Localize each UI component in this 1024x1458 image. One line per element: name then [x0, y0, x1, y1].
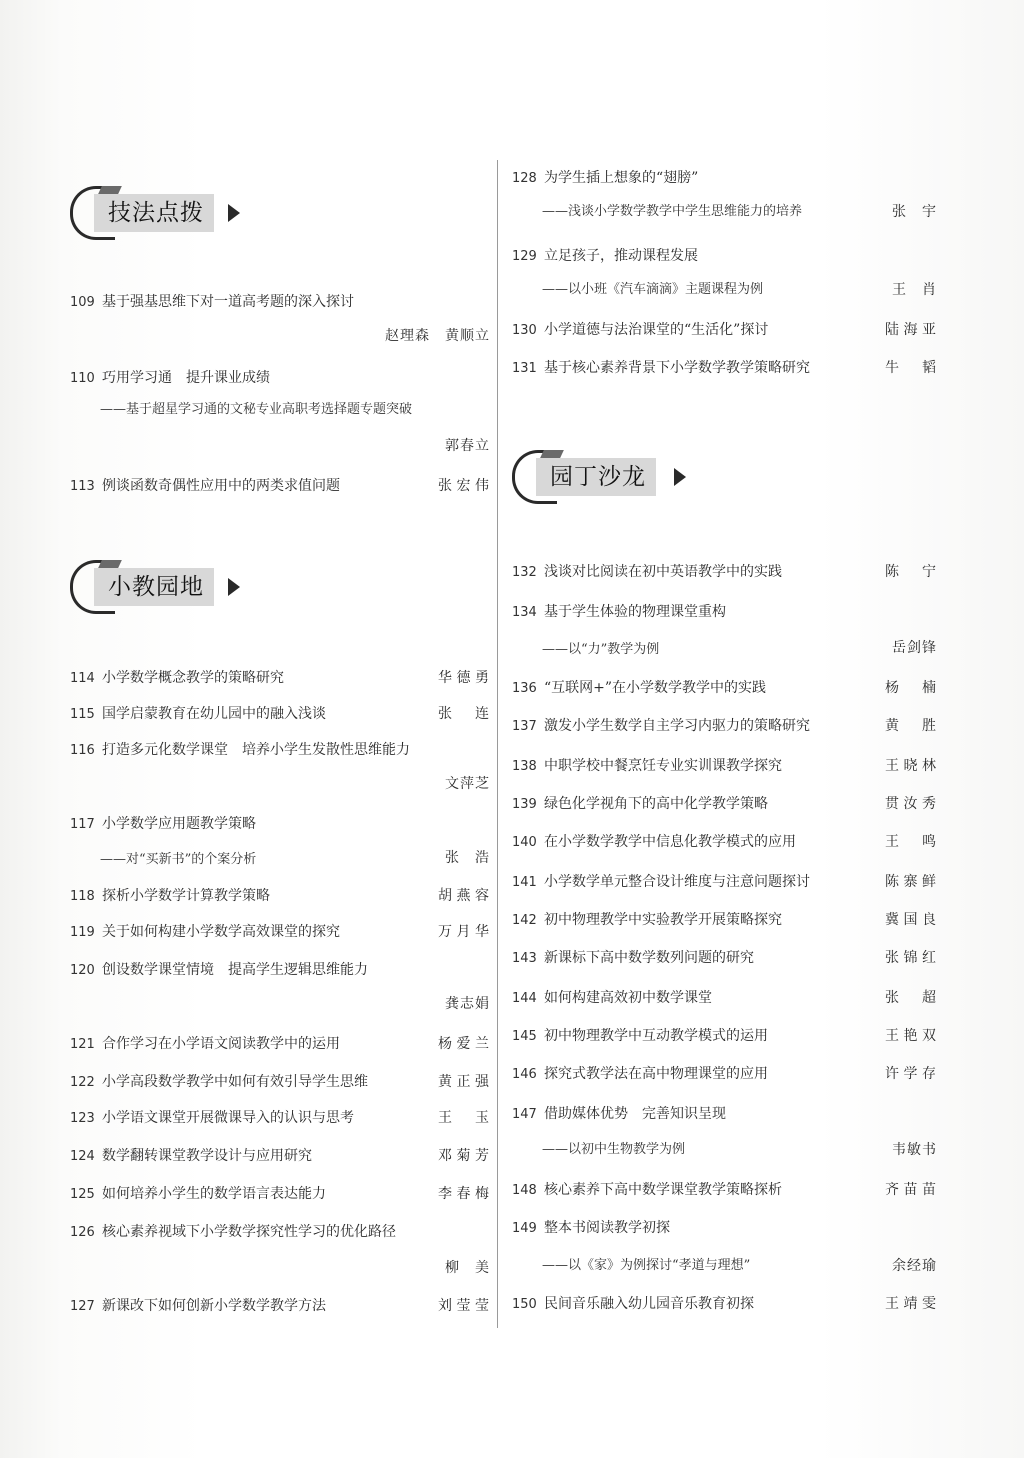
page-number: 131 — [512, 361, 537, 376]
article-title: 小学道德与法治课堂的“生活化”探讨 — [544, 322, 769, 338]
left-column — [70, 0, 490, 1458]
toc-entry[interactable] — [70, 1296, 490, 1316]
article-subtitle: ——以小班《汽车滴滴》主题课程为例 — [542, 282, 764, 297]
article-author: 岳剑锋 — [892, 640, 937, 656]
article-subtitle: ——浅谈小学数学教学中学生思维能力的培养 — [542, 204, 803, 219]
toc-entry[interactable] — [512, 168, 937, 188]
section-header-yuanding — [512, 444, 937, 508]
article-title: 在小学数学教学中信息化教学模式的应用 — [544, 834, 796, 850]
article-author: 刘莹莹 — [438, 1298, 490, 1314]
toc-entry[interactable] — [512, 832, 937, 852]
article-author: 韦敏书 — [892, 1142, 937, 1158]
article-title: 例谈函数奇偶性应用中的两类求值问题 — [102, 478, 340, 494]
section-header-xiaojiao — [70, 554, 490, 618]
toc-entry[interactable] — [70, 668, 490, 688]
page-number: 143 — [512, 951, 537, 966]
article-author: 许学存 — [885, 1066, 937, 1082]
page-number: 141 — [512, 875, 537, 890]
page-number: 114 — [70, 671, 95, 686]
toc-entry[interactable] — [512, 602, 937, 622]
page-number: 120 — [70, 963, 95, 978]
article-author: 张 超 — [885, 990, 937, 1006]
article-author: 王靖雯 — [885, 1296, 937, 1312]
page-number: 116 — [70, 743, 95, 758]
article-author: 杨 楠 — [885, 680, 937, 696]
toc-entry[interactable] — [70, 1146, 490, 1166]
article-author: 张宏伟 — [438, 478, 490, 494]
page-number: 128 — [512, 171, 537, 186]
article-author: 齐苗苗 — [885, 1182, 937, 1198]
right-column — [512, 0, 937, 1458]
article-author: 胡燕容 — [438, 888, 490, 904]
article-subtitle: ——以“力”教学为例 — [542, 642, 660, 657]
toc-entry[interactable] — [70, 368, 490, 388]
toc-entry[interactable] — [70, 960, 490, 980]
toc-entry[interactable] — [70, 292, 490, 312]
article-title: 打造多元化数学课堂 培养小学生发散性思维能力 — [102, 742, 410, 758]
toc-entry[interactable] — [512, 1294, 937, 1314]
toc-entry[interactable] — [512, 988, 937, 1008]
article-title: 浅谈对比阅读在初中英语教学中的实践 — [544, 564, 782, 580]
page-number: 134 — [512, 605, 537, 620]
article-author: 牛 韬 — [885, 360, 937, 376]
toc-entry[interactable] — [512, 756, 937, 776]
toc-entry[interactable] — [512, 872, 937, 892]
page-number: 117 — [70, 817, 95, 832]
toc-entry[interactable] — [512, 1218, 937, 1238]
toc-entry[interactable] — [70, 1222, 490, 1242]
toc-entry[interactable] — [512, 320, 937, 340]
page-number: 139 — [512, 797, 537, 812]
page-number: 132 — [512, 565, 537, 580]
page-number: 110 — [70, 371, 95, 386]
article-author: 张 宇 — [892, 204, 937, 220]
toc-entry[interactable] — [70, 922, 490, 942]
article-author: 陈 宁 — [885, 564, 937, 580]
article-title: 初中物理教学中互动教学模式的运用 — [544, 1028, 768, 1044]
article-author: 陈寨鲜 — [885, 874, 937, 890]
page-number: 147 — [512, 1107, 537, 1122]
toc-entry[interactable] — [70, 704, 490, 724]
page-number: 118 — [70, 889, 95, 904]
article-author: 赵理森 黄顺立 — [385, 328, 490, 344]
page-number: 149 — [512, 1221, 537, 1236]
article-title: 探析小学数学计算教学策略 — [102, 888, 270, 904]
article-author: 万月华 — [438, 924, 490, 940]
article-title: 借助媒体优势 完善知识呈现 — [544, 1106, 726, 1122]
article-author: 杨爱兰 — [438, 1036, 490, 1052]
toc-entry[interactable] — [512, 1180, 937, 1200]
page-number: 123 — [70, 1111, 95, 1126]
toc-entry[interactable] — [512, 678, 937, 698]
article-title: “互联网+”在小学数学教学中的实践 — [544, 680, 767, 696]
article-author: 邓菊芳 — [438, 1148, 490, 1164]
toc-entry[interactable] — [70, 1108, 490, 1128]
article-title: 小学高段数学教学中如何有效引导学生思维 — [102, 1074, 368, 1090]
article-title: 如何构建高效初中数学课堂 — [544, 990, 712, 1006]
article-author: 张 浩 — [445, 850, 490, 866]
section-title: 技法点拨 — [94, 194, 214, 232]
article-title: 新课标下高中数学数列问题的研究 — [544, 950, 754, 966]
toc-entry[interactable] — [512, 358, 937, 378]
section-title: 园丁沙龙 — [536, 458, 656, 496]
page-number: 137 — [512, 719, 537, 734]
article-author: 华德勇 — [438, 670, 490, 686]
page-number: 140 — [512, 835, 537, 850]
page-number: 115 — [70, 707, 95, 722]
article-title: 整本书阅读教学初探 — [544, 1220, 670, 1236]
article-subtitle: ——基于超星学习通的文秘专业高职考选择题专题突破 — [100, 402, 413, 417]
article-title: 小学数学概念教学的策略研究 — [102, 670, 284, 686]
article-subtitle: ——以初中生物教学为例 — [542, 1142, 686, 1157]
toc-entry[interactable] — [512, 562, 937, 582]
toc-entry[interactable] — [512, 910, 937, 930]
article-author: 文萍芝 — [445, 776, 490, 792]
toc-entry[interactable] — [512, 948, 937, 968]
page-number: 124 — [70, 1149, 95, 1164]
page-number: 129 — [512, 249, 537, 264]
article-title: 核心素养下高中数学课堂教学策略探析 — [544, 1182, 782, 1198]
section-header-jifa — [70, 180, 490, 244]
article-author: 王 肖 — [892, 282, 937, 298]
page-number: 130 — [512, 323, 537, 338]
article-author: 龚志娟 — [445, 996, 490, 1012]
article-title: 基于强基思维下对一道高考题的深入探讨 — [102, 294, 354, 310]
article-author: 柳 美 — [445, 1260, 490, 1276]
toc-entry[interactable] — [512, 716, 937, 736]
page-number: 146 — [512, 1067, 537, 1082]
article-title: 合作学习在小学语文阅读教学中的运用 — [102, 1036, 340, 1052]
article-author: 王晓林 — [885, 758, 937, 774]
page-number: 126 — [70, 1225, 95, 1240]
article-title: 创设数学课堂情境 提高学生逻辑思维能力 — [102, 962, 368, 978]
toc-entry[interactable] — [70, 476, 490, 496]
article-title: 基于核心素养背景下小学数学教学策略研究 — [544, 360, 810, 376]
page-number: 142 — [512, 913, 537, 928]
article-author: 张 连 — [438, 706, 490, 722]
page-number: 125 — [70, 1187, 95, 1202]
article-title: 如何培养小学生的数学语言表达能力 — [102, 1186, 326, 1202]
article-subtitle: ——对“买新书”的个案分析 — [100, 852, 257, 867]
article-title: 国学启蒙教育在幼儿园中的融入浅谈 — [102, 706, 326, 722]
toc-entry[interactable] — [70, 1072, 490, 1092]
section-title: 小教园地 — [94, 568, 214, 606]
article-author: 冀国良 — [885, 912, 937, 928]
page-number: 138 — [512, 759, 537, 774]
article-title: 核心素养视域下小学数学探究性学习的优化路径 — [102, 1224, 396, 1240]
toc-entry[interactable] — [512, 1104, 937, 1124]
toc-entry[interactable] — [512, 794, 937, 814]
article-author: 王 鸣 — [885, 834, 937, 850]
article-author: 李春梅 — [438, 1186, 490, 1202]
section-flag-icon — [228, 578, 240, 596]
article-author: 黄正强 — [438, 1074, 490, 1090]
article-subtitle: ——以《家》为例探讨“孝道与理想” — [542, 1258, 751, 1273]
article-title: 小学语文课堂开展微课导入的认识与思考 — [102, 1110, 354, 1126]
article-author: 郭春立 — [445, 438, 490, 454]
article-title: 小学数学应用题教学策略 — [102, 816, 256, 832]
column-divider — [497, 160, 498, 1328]
page-number: 144 — [512, 991, 537, 1006]
toc-entry[interactable] — [70, 886, 490, 906]
page-number: 148 — [512, 1183, 537, 1198]
article-author: 黄 胜 — [885, 718, 937, 734]
article-title: 巧用学习通 提升课业成绩 — [102, 370, 270, 386]
article-title: 新课改下如何创新小学数学教学方法 — [102, 1298, 326, 1314]
article-title: 关于如何构建小学数学高效课堂的探究 — [102, 924, 340, 940]
page-number: 119 — [70, 925, 95, 940]
page-number: 113 — [70, 479, 95, 494]
toc-entry[interactable] — [512, 1026, 937, 1046]
article-title: 探究式教学法在高中物理课堂的应用 — [544, 1066, 768, 1082]
article-title: 中职学校中餐烹饪专业实训课教学探究 — [544, 758, 782, 774]
page-number: 109 — [70, 295, 95, 310]
toc-entry[interactable] — [70, 1034, 490, 1054]
article-title: 民间音乐融入幼儿园音乐教育初探 — [544, 1296, 754, 1312]
article-author: 王 玉 — [438, 1110, 490, 1126]
toc-entry[interactable] — [70, 1184, 490, 1204]
toc-entry[interactable] — [70, 740, 490, 760]
section-tab-decoration — [98, 560, 122, 568]
toc-entry[interactable] — [70, 814, 490, 834]
page-number: 127 — [70, 1299, 95, 1314]
article-title: 小学数学单元整合设计维度与注意问题探讨 — [544, 874, 810, 890]
article-title: 数学翻转课堂教学设计与应用研究 — [102, 1148, 312, 1164]
article-author: 余经瑜 — [892, 1258, 937, 1274]
page-number: 121 — [70, 1037, 95, 1052]
article-title: 为学生插上想象的“翅膀” — [544, 170, 699, 186]
article-title: 立足孩子，推动课程发展 — [544, 248, 698, 264]
page-number: 150 — [512, 1297, 537, 1312]
page-number: 122 — [70, 1075, 95, 1090]
article-author: 张锦红 — [885, 950, 937, 966]
article-title: 绿色化学视角下的高中化学教学策略 — [544, 796, 768, 812]
page-number: 145 — [512, 1029, 537, 1044]
page-number: 136 — [512, 681, 537, 696]
article-title: 激发小学生数学自主学习内驱力的策略研究 — [544, 718, 810, 734]
article-author: 贯汝秀 — [885, 796, 937, 812]
article-title: 基于学生体验的物理课堂重构 — [544, 604, 726, 620]
article-author: 王艳双 — [885, 1028, 937, 1044]
section-tab-decoration — [98, 186, 122, 194]
toc-entry[interactable] — [512, 246, 937, 266]
section-flag-icon — [674, 468, 686, 486]
section-tab-decoration — [540, 450, 564, 458]
article-title: 初中物理教学中实验教学开展策略探究 — [544, 912, 782, 928]
article-author: 陆海亚 — [885, 322, 937, 338]
section-flag-icon — [228, 204, 240, 222]
toc-entry[interactable] — [512, 1064, 937, 1084]
